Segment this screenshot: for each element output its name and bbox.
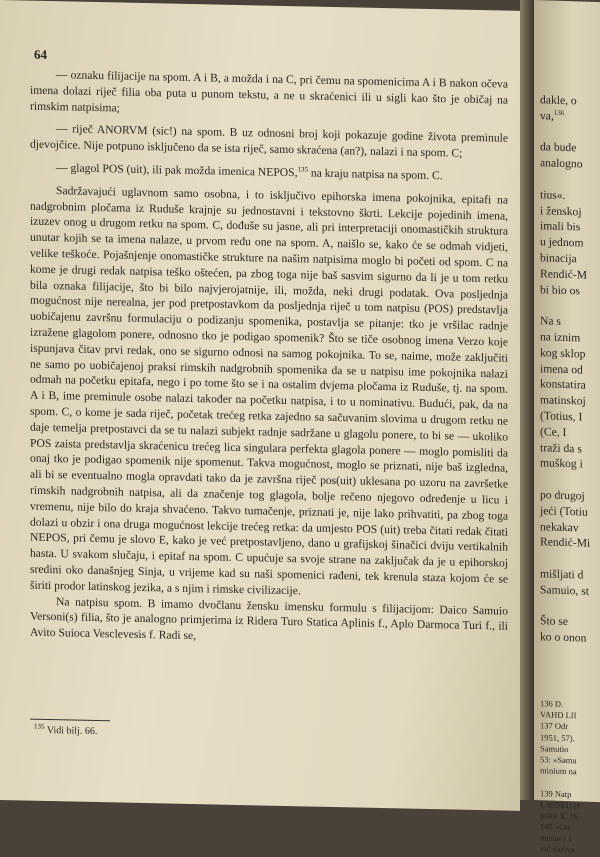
list-item	[30, 160, 508, 186]
paragraph-main: Sadržavajući uglavnom samo osobna, i to isključivo epihorska imena pokojnika, epitafi na nadgrobnim pločama iz Ruduše krajnje su jednostavni i tekstovno škrti. Lekcije pojedinih imena, izuzev onog u drugom retku na spom. C, dođuše su jasne, ali pri interpretaciji onomastičkih struktura unutar kojih se ta imena nalaze, u prvom redu one na spom. A, naišlo se, kako će se odmah vidjeti, velike teškoće. Pojašnjenje onomastičke strukture na našim natpisima moglo bi početi od spom. C na kome je drugi redak natpisa teško oštećen, pa zbog toga nije baš sasvim sigurno da li je u tom retku bila oznaka filijacije, što bi bilo najvjerojatnije, ili, možda, neki drugi podatak. Ova posljednja mogućnost nije nerealna, jer pod pretpostavkom da posljednja riječ u tom natpisu (POS) predstavlja uobičajenu završnu formulaciju o podizanju spomenika, postavlja se pitanje: tko je vršilac radnje izražene glagolom ponere, odnosno tko je podigao spomenik? Što se tiče osobnog imena Verzo koje ispunjava čitav prvi redak, ono se sigurno odnosi na samog pokojnika. To se, naime, može zaključiti ne samo po uobičajenoj praksi rimskih nadgrobnih spomenika da se u natpisu ime pokojnika nalazi odmah na početku epitafa, nego i po tome što se i na ostalim dvjema pločama iz Ruduše, tj. na spom. A i B, ime preminule osobe nalazi također na početku natpisa, i to u nominativu. Budući, pak, da na spom. C, o kome je sada riječ, početak trećeg retka zajedno sa sačuvanim slovima u drugom retku ne daje temelja pretpostavci da se tu nalazi subjekt radnje sadržane u glagolu ponere, to bi se — ukoliko POS zaista predstavlja skraćenicu trećeg lica singulara perfekta glagola ponere — moglo pomisliti da onaj tko je podigao spomenik nije spomenut. Takva mogućnost, moglo se priznati, nije baš izgledna, ali bi se eventualno mogla opravdati tako da je završna riječ pos(uit) uklesana po uzoru na završetke rimskih nadgrobnih natpisa, ali da značenje tog glagola, bolje rečeno njegovo određenje u licu i vremenu, nije bilo do kraja shvaćeno. Takvo tumačenje, priznati je, nije lako prihvatiti, pa zbog toga dolazi u obzir i ona druga mogućnost lekcije trećeg retka: da umjesto POS (uit) treba čitati redak čitati NEPOS, pri čemu je slovo E, kako je već pretpostavljeno, dano u grafijskoj šinačici dviju vertikalnih hasta. U svakom slučaju, i epitaf na spom. C upućuje sa svoje strane na zaključak da je u epihorskoj sredini oko današnjeg Sinja, u vrijeme kad su naši spomenici rađeni, tek krenula staza kojom će se širiti prodor latinskog jezika, a s njim i rimske civilizacije.	[30, 183, 508, 598]
facing-line	[540, 298, 590, 315]
facing-footnote-line: 53: »Samu	[540, 754, 577, 766]
facing-line	[540, 171, 590, 188]
facing-footnote-line: 137 Odr	[540, 720, 569, 732]
facing-line: po drugoj	[540, 488, 585, 503]
facing-line: jeći (Totiu	[540, 503, 588, 519]
facing-footnote-line: ptika X, 16	[540, 810, 579, 822]
facing-line-text: va,	[540, 108, 554, 123]
footnote-number: 135	[34, 722, 45, 731]
facing-line: Rendić-M	[540, 266, 588, 282]
footnote-ref[interactable]: 135	[297, 165, 309, 174]
facing-line	[540, 550, 590, 567]
facing-footnote-line: minium na	[540, 765, 577, 777]
facing-line: kog sklop	[540, 345, 586, 361]
facing-footnote-line: 139 Natp	[540, 787, 572, 799]
list-item-text-end: na kraju natpisa na spom. C.	[308, 166, 443, 183]
facing-footnotes	[540, 698, 581, 856]
footnote-ref[interactable]: 136	[553, 108, 565, 117]
facing-line	[540, 598, 590, 615]
facing-line: i ženskoj	[540, 203, 582, 219]
facing-line: Na s	[540, 314, 561, 329]
facing-line: dakle, o	[540, 93, 577, 108]
page-number: 64	[34, 46, 47, 62]
facing-page	[534, 0, 600, 855]
facing-line: (Totius, I	[540, 409, 583, 424]
facing-line: tius«.	[540, 187, 566, 202]
facing-line	[540, 471, 590, 488]
facing-line: (Ce, I	[540, 424, 567, 439]
facing-footnote-line: Samutio	[540, 742, 569, 754]
paragraph-last: Na natpisu spom. B imamo dvočlanu žensku imensku formulu s filijacijom: Daico Samuio Versoni(s) filia, što je analogno primjerima iz Ridera Turo Statica Aplinis f., Aplo Darmoca Turi f., ili Avito Suioca Vesclevesis f. Radi se,	[30, 594, 508, 643]
facing-footnote-line: mena«) 1	[540, 832, 572, 844]
facing-line: na iznim	[540, 330, 581, 345]
facing-line: nekakav	[540, 519, 579, 534]
facing-line: binacija	[540, 251, 577, 266]
facing-line: analogno	[540, 156, 583, 171]
facing-line: bi bio os	[540, 282, 580, 298]
facing-footnote-line: LJEDRJ) [F	[540, 798, 582, 811]
facing-footnote-line: 136 D.	[540, 698, 564, 709]
facing-footnote-line: 1951, 57).	[540, 731, 575, 743]
facing-line: imena od	[540, 361, 583, 377]
facing-line: muškog i	[540, 456, 583, 471]
footnote-rule	[30, 719, 110, 722]
facing-line: imali bis	[540, 219, 581, 234]
facing-line: da bude	[540, 140, 577, 155]
facing-line: Što se	[540, 614, 569, 629]
facing-footnote-line: vić naziva	[540, 843, 575, 855]
facing-line	[540, 124, 590, 141]
facing-footnote-line: 140 »Otc	[540, 821, 572, 833]
facing-line: ko o onon	[540, 630, 587, 645]
list-item-text: — glagol POS (uit), ili pak možda imenica NEPOS,	[56, 161, 298, 180]
facing-line	[540, 108, 590, 125]
facing-line: traži da s	[540, 440, 582, 456]
list-item: — oznaku filijacije na spom. A i B, a možda i na C, pri čemu na spomenicima A i B nakon očeva imena dolazi riječ filia oba puta u punom tekstu, a ne u skraćenici ili u sigli kao što je običaj na rimskim natpisima;	[30, 68, 508, 115]
footnote-text: Vidi bilj. 66.	[46, 724, 98, 738]
footnote	[34, 722, 98, 738]
facing-line: matinskoj	[540, 393, 586, 408]
facing-line: konstatira	[540, 377, 586, 392]
list-item: — riječ ANORVM (sic!) na spom. B uz odnosni broj koji pokazuje godine života preminule djevojčice. Nije potpuno isključeno da se ista riječ, samo skraćena (an?), nalazi i na spom. C;	[30, 122, 508, 160]
body-text	[30, 67, 508, 651]
facing-column	[540, 92, 590, 646]
facing-line: Rendić-Mi	[540, 535, 591, 551]
book-gutter	[520, 0, 534, 800]
facing-line: Samuio, st	[540, 582, 589, 598]
facing-line: mišljati d	[540, 567, 584, 582]
facing-footnote-line: VAHD LII	[540, 709, 577, 721]
facing-line: u jednom	[540, 235, 584, 250]
